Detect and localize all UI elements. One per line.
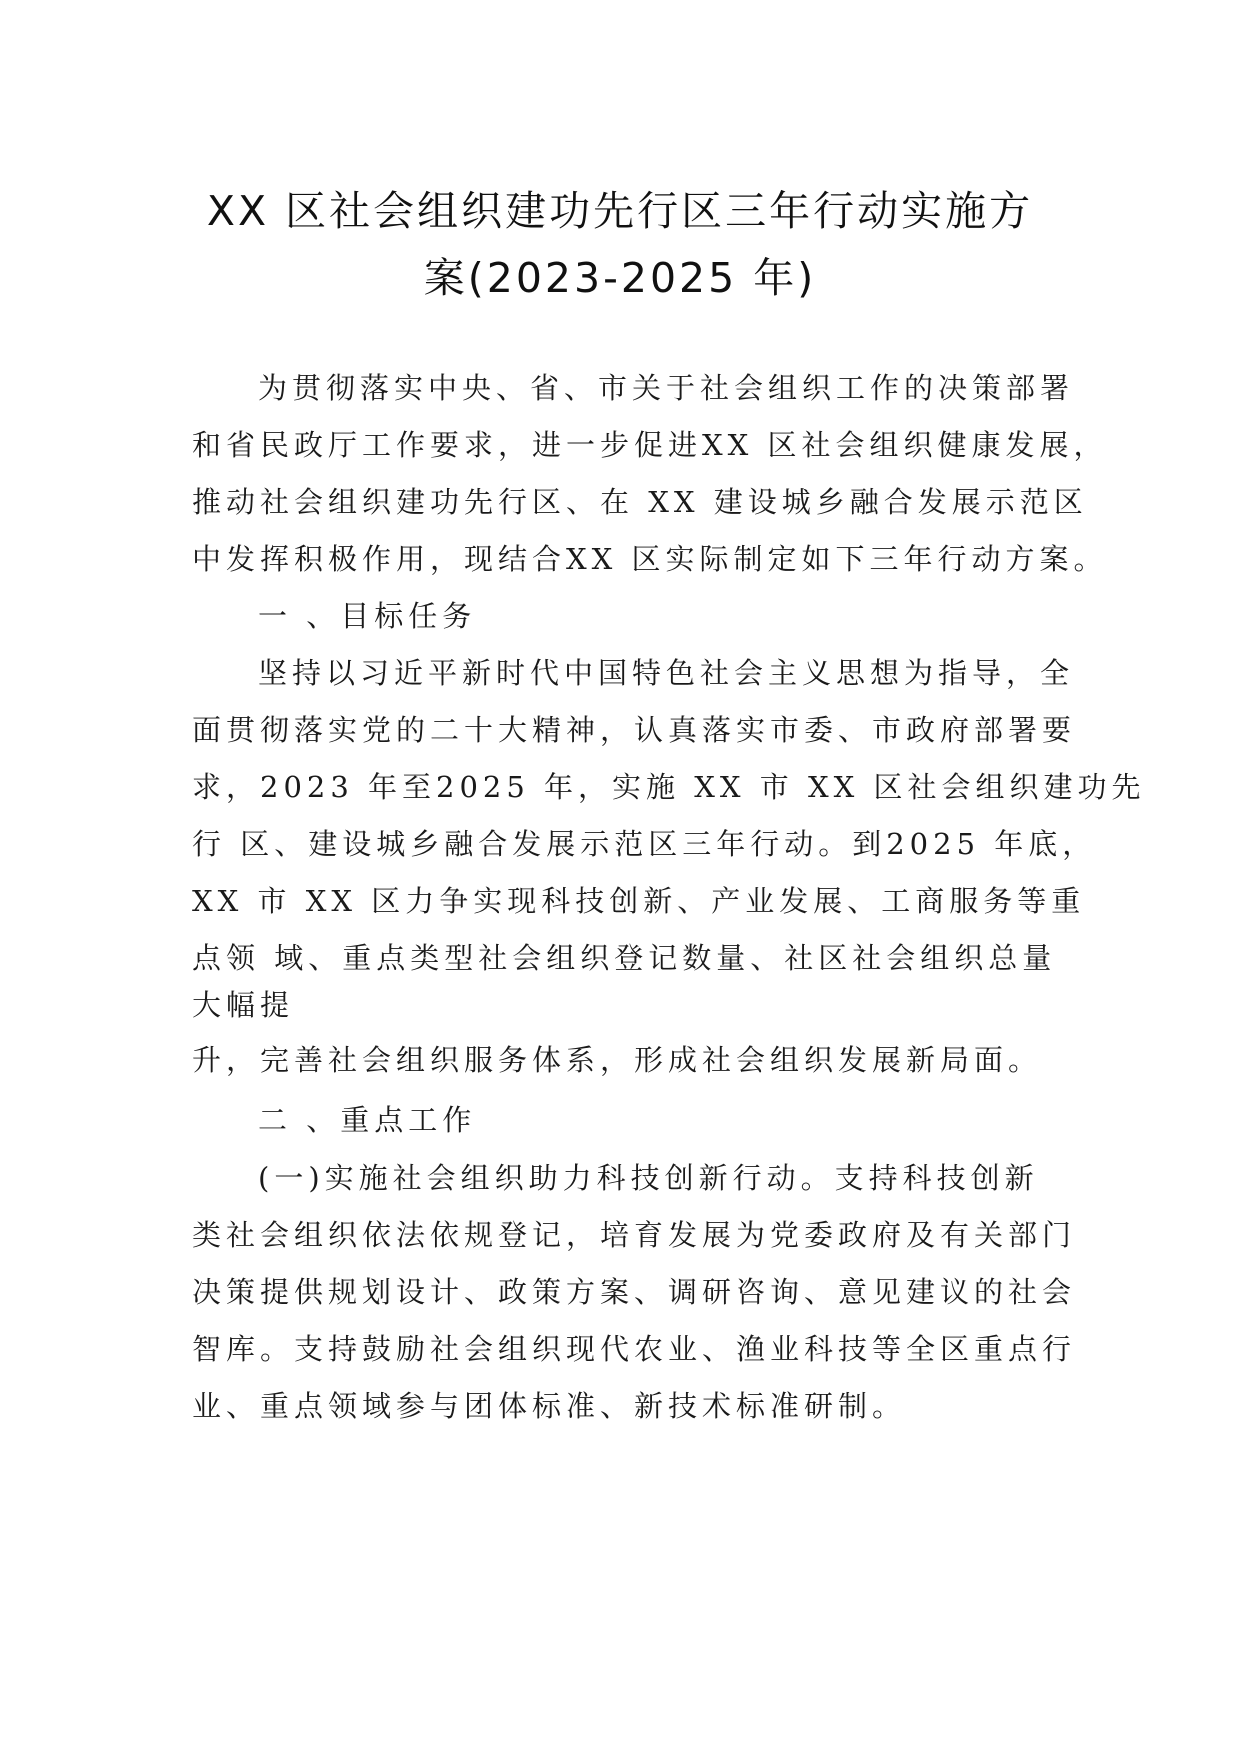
paragraph-key-work-line: 业、重点领域参与团体标准、新技术标准研制。 xyxy=(192,1389,907,1423)
document-title-line-1: XX 区社会组织建功先行区三年行动实施方 xyxy=(206,187,1034,235)
paragraph-key-work-line: 类社会组织依法依规登记，培育发展为党委政府及有关部门 xyxy=(192,1218,1077,1252)
paragraph-goals-line: 求，2023 年至2025 年，实施 XX 市 XX 区社会组织建功先 xyxy=(192,770,1146,804)
paragraph-goals-line: XX 市 XX 区力争实现科技创新、产业发展、工商服务等重 xyxy=(192,884,1086,918)
paragraph-goals-line: 升，完善社会组织服务体系，形成社会组织发展新局面。 xyxy=(192,1043,1043,1077)
document-title-line-2: 案(2023-2025 年) xyxy=(423,254,817,302)
paragraph-key-work-line: 智库。支持鼓励社会组织现代农业、渔业科技等全区重点行 xyxy=(192,1332,1077,1366)
paragraph-intro-line: 中发挥积极作用，现结合XX 区实际制定如下三年行动方案。 xyxy=(192,542,1108,576)
paragraph-key-work-line: (一)实施社会组织助力科技创新行动。支持科技创新 xyxy=(258,1161,1039,1195)
section-heading-goals: 一 、目标任务 xyxy=(258,599,477,633)
paragraph-key-work-line: 决策提供规划设计、政策方案、调研咨询、意见建议的社会 xyxy=(192,1275,1077,1309)
paragraph-goals-line: 大幅提 xyxy=(192,988,295,1022)
paragraph-goals-line: 坚持以习近平新时代中国特色社会主义思想为指导，全 xyxy=(258,656,1075,690)
section-heading-key-work: 二 、重点工作 xyxy=(258,1103,477,1137)
paragraph-intro-line: 推动社会组织建功先行区、在 XX 建设城乡融合发展示范区 xyxy=(192,485,1088,519)
paragraph-intro-line: 和省民政厅工作要求，进一步促进XX 区社会组织健康发展， xyxy=(192,428,1108,462)
paragraph-goals-line: 行 区、建设城乡融合发展示范区三年行动。到2025 年底， xyxy=(192,827,1097,861)
paragraph-goals-line: 面贯彻落实党的二十大精神，认真落实市委、市政府部署要 xyxy=(192,713,1077,747)
paragraph-goals-line: 点领 域、重点类型社会组织登记数量、社区社会组织总量 xyxy=(192,941,1057,975)
paragraph-intro-line: 为贯彻落实中央、省、市关于社会组织工作的决策部署 xyxy=(258,371,1075,405)
